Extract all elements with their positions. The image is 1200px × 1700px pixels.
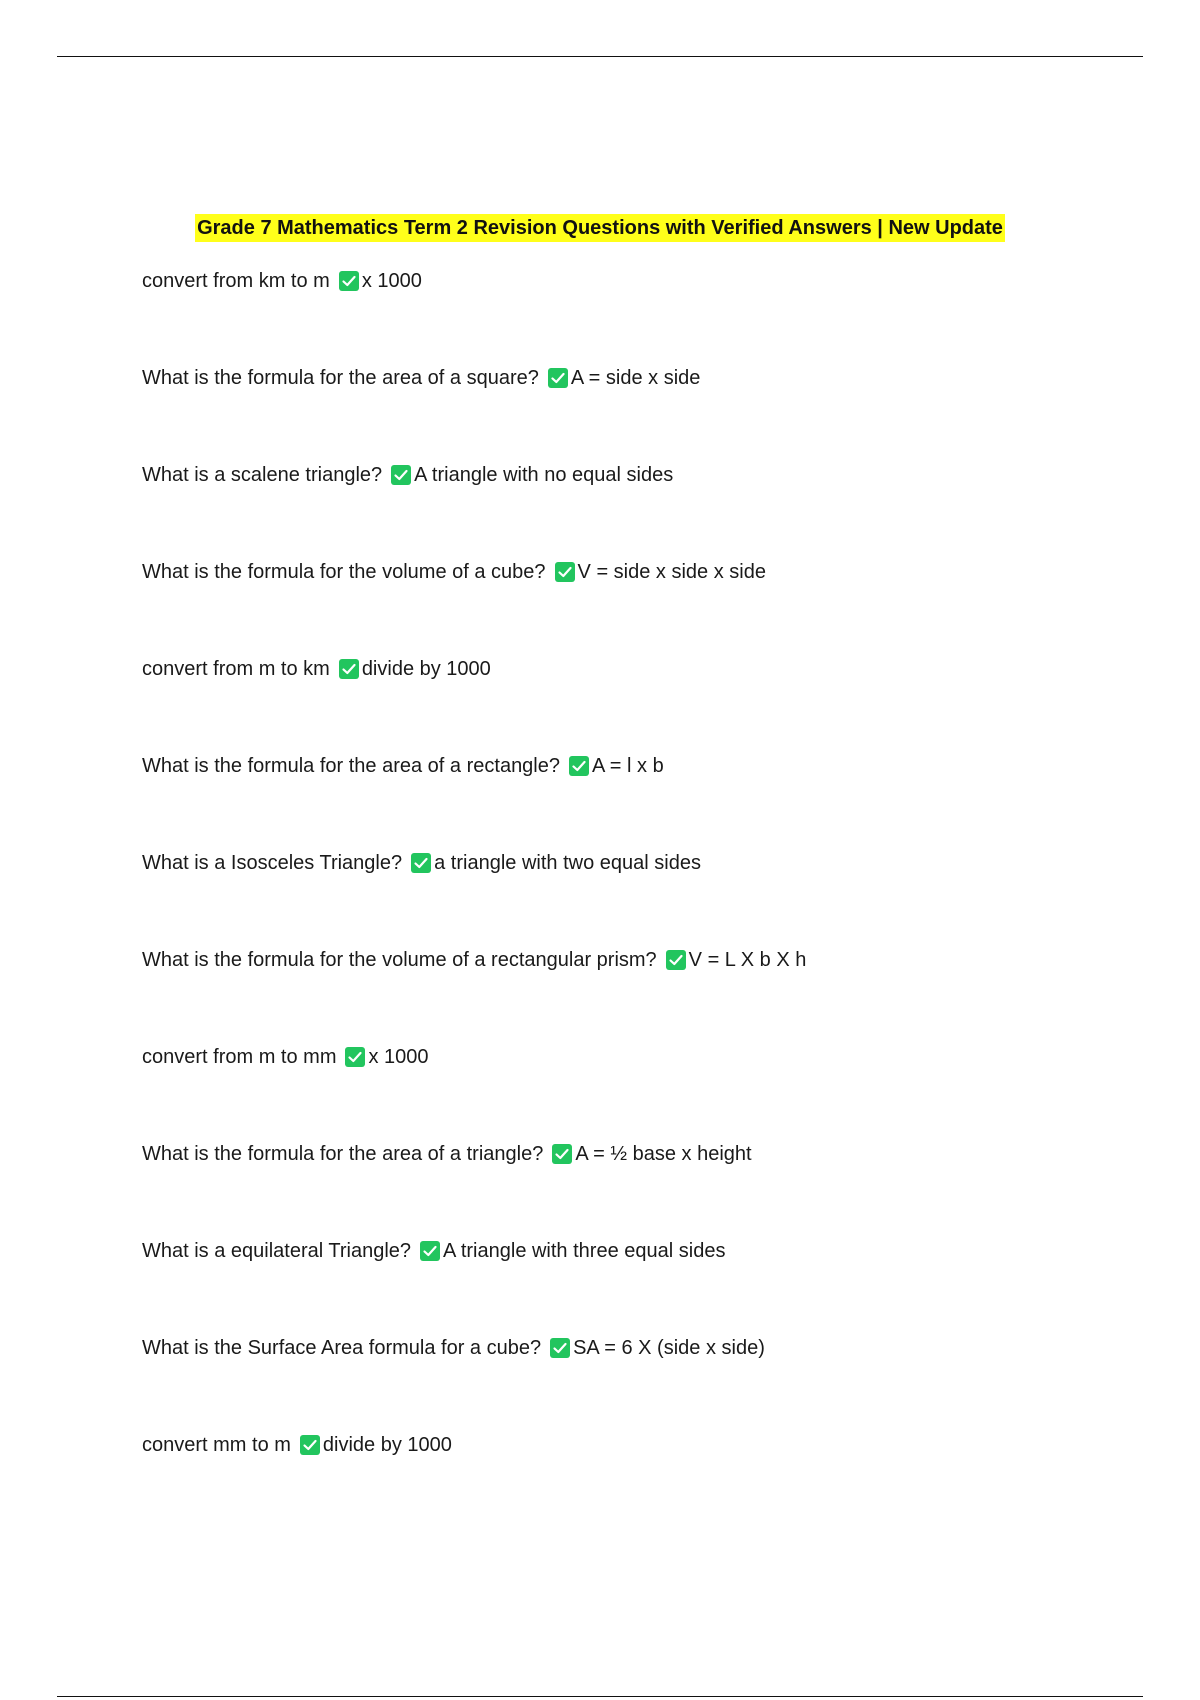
qa-item: [142, 1041, 1122, 1138]
question-text: convert from m to mm: [142, 1046, 337, 1068]
question-text: What is the formula for the area of a rectangle?: [142, 755, 560, 777]
question-text: What is the formula for the volume of a cube?: [142, 561, 546, 583]
qa-item: [142, 1429, 1122, 1526]
qa-item: [142, 459, 1122, 556]
answer-text: V = L X b X h: [688, 949, 807, 971]
qa-item: [142, 556, 1122, 653]
check-mark-icon: [391, 465, 411, 485]
check-mark-icon: [666, 950, 686, 970]
question-text: What is the formula for the area of a square?: [142, 367, 539, 389]
answer-text: A triangle with three equal sides: [443, 1240, 726, 1262]
top-rule: [57, 56, 1143, 57]
check-mark-icon: [411, 853, 431, 873]
check-mark-icon: [552, 1144, 572, 1164]
answer-text: a triangle with two equal sides: [434, 852, 701, 874]
question-text: convert mm to m: [142, 1434, 291, 1456]
check-mark-icon: [420, 1241, 440, 1261]
answer-text: V = side x side x side: [577, 561, 766, 583]
check-mark-icon: [345, 1047, 365, 1067]
title-container: [0, 214, 1200, 242]
bottom-rule: [57, 1696, 1143, 1697]
qa-item: [142, 362, 1122, 459]
answer-text: x 1000: [368, 1046, 429, 1068]
answer-text: divide by 1000: [361, 658, 491, 680]
qa-item: [142, 944, 1122, 1041]
question-text: convert from m to km: [142, 658, 330, 680]
qa-item: [142, 1332, 1122, 1429]
answer-text: x 1000: [361, 270, 422, 292]
qa-item: [142, 847, 1122, 944]
answer-text: SA = 6 X (side x side): [573, 1337, 765, 1359]
qa-item: [142, 1235, 1122, 1332]
question-text: convert from km to m: [142, 270, 330, 292]
check-mark-icon: [550, 1338, 570, 1358]
question-text: What is a scalene triangle?: [142, 464, 383, 486]
question-text: What is the Surface Area formula for a cube?: [142, 1337, 542, 1359]
qa-item: [142, 653, 1122, 750]
answer-text: A = l x b: [592, 755, 664, 777]
answer-text: divide by 1000: [322, 1434, 452, 1456]
check-mark-icon: [555, 562, 575, 582]
check-mark-icon: [300, 1435, 320, 1455]
check-mark-icon: [548, 368, 568, 388]
document-title: Grade 7 Mathematics Term 2 Revision Questions with Verified Answers | New Update: [195, 214, 1005, 242]
question-text: What is the formula for the area of a triangle?: [142, 1143, 544, 1165]
answer-text: A triangle with no equal sides: [414, 464, 674, 486]
qa-item: [142, 1138, 1122, 1235]
check-mark-icon: [569, 756, 589, 776]
qa-item: [142, 265, 1122, 362]
question-text: What is a Isosceles Triangle?: [142, 852, 403, 874]
question-text: What is the formula for the volume of a rectangular prism?: [142, 949, 657, 971]
check-mark-icon: [339, 659, 359, 679]
answer-text: A = ½ base x height: [575, 1143, 752, 1165]
answer-text: A = side x side: [570, 367, 701, 389]
check-mark-icon: [339, 271, 359, 291]
question-answer-list: [142, 265, 1122, 1526]
qa-item: [142, 750, 1122, 847]
question-text: What is a equilateral Triangle?: [142, 1240, 412, 1262]
